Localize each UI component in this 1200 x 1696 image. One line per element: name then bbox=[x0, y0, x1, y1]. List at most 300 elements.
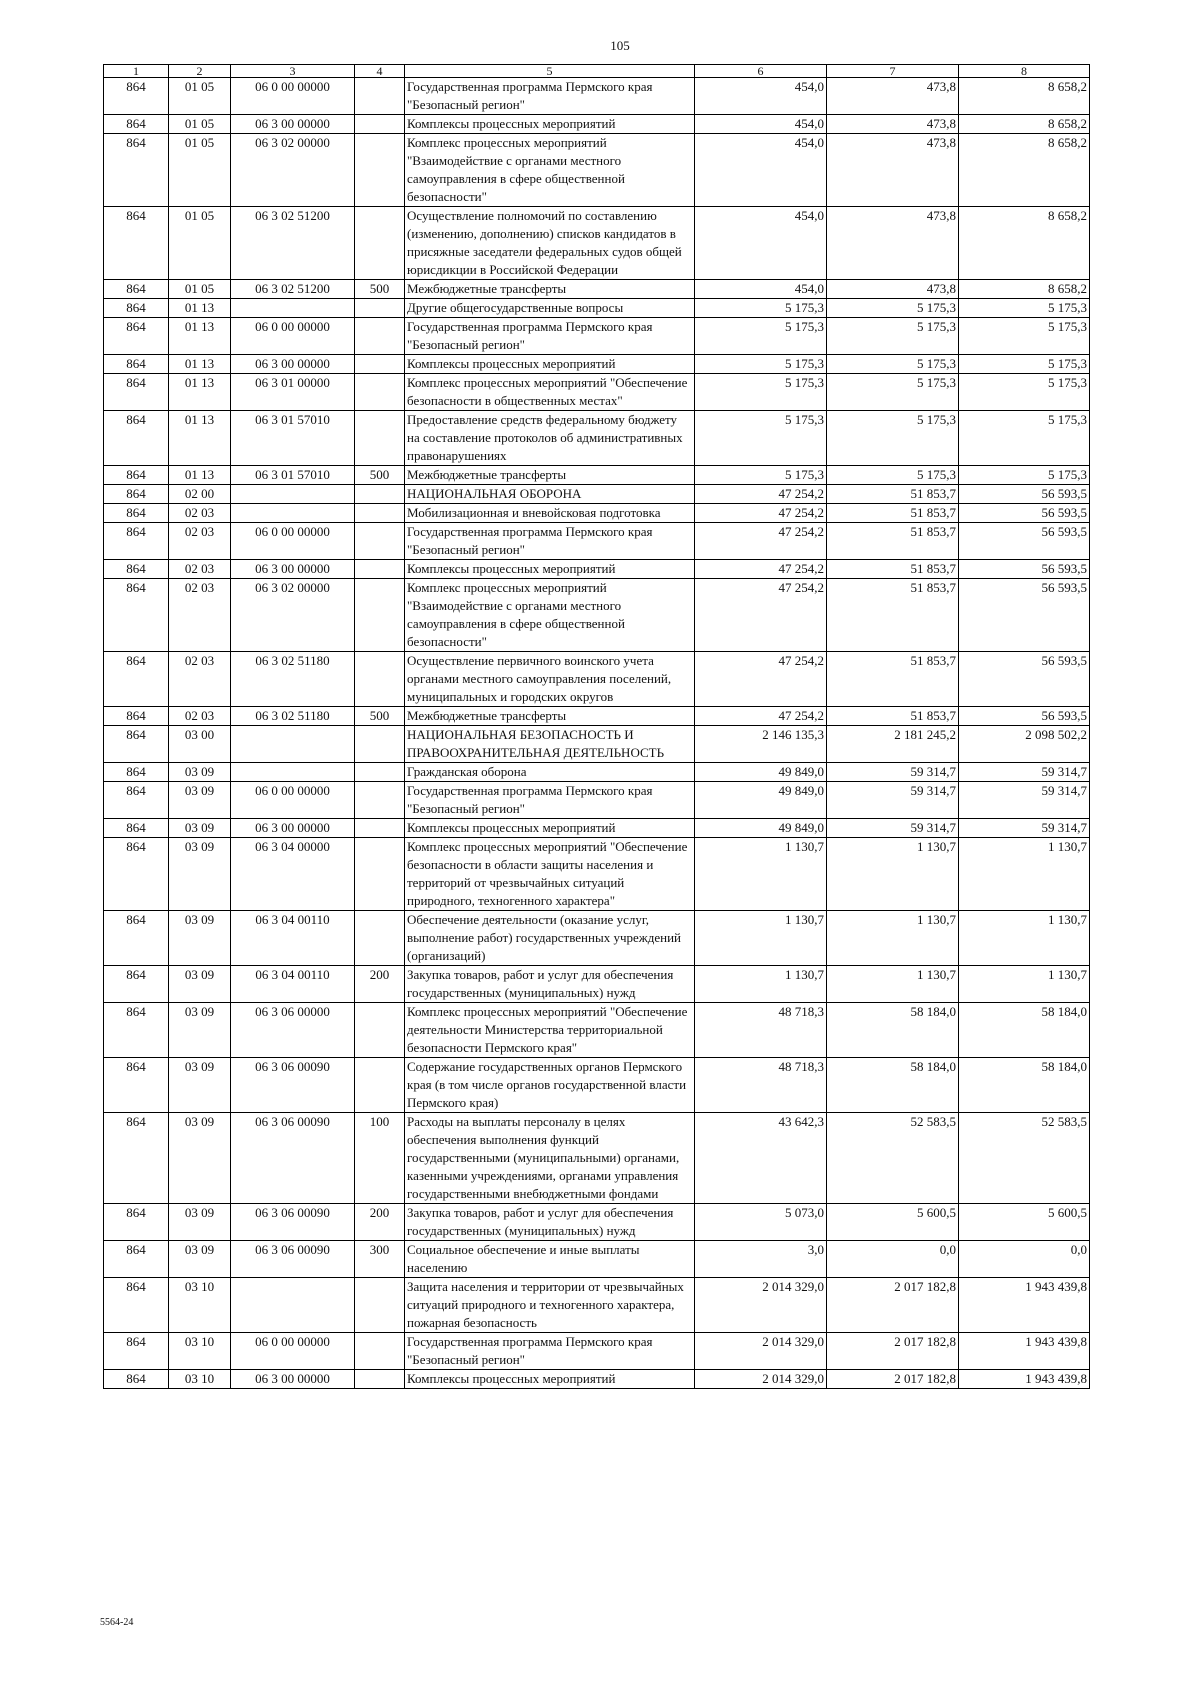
table-row bbox=[104, 1333, 1090, 1370]
cell-target-code bbox=[231, 299, 355, 318]
cell-amount-year2: 5 175,3 bbox=[827, 318, 959, 355]
cell-section-code: 03 10 bbox=[169, 1278, 231, 1333]
cell-expense-type bbox=[355, 207, 405, 280]
cell-amount-year2: 1 130,7 bbox=[827, 911, 959, 966]
cell-admin-code: 864 bbox=[104, 207, 169, 280]
cell-admin-code: 864 bbox=[104, 1333, 169, 1370]
cell-name: Комплексы процессных мероприятий bbox=[405, 355, 695, 374]
cell-expense-type: 500 bbox=[355, 707, 405, 726]
cell-amount-year1: 454,0 bbox=[695, 78, 827, 115]
cell-amount-year3: 1 130,7 bbox=[959, 966, 1090, 1003]
cell-amount-year2: 51 853,7 bbox=[827, 707, 959, 726]
cell-name: Предоставление средств федеральному бюджету на составление протоколов об административных правонарушениях bbox=[405, 411, 695, 466]
cell-amount-year2: 2 017 182,8 bbox=[827, 1333, 959, 1370]
cell-expense-type bbox=[355, 411, 405, 466]
cell-amount-year1: 48 718,3 bbox=[695, 1058, 827, 1113]
cell-admin-code: 864 bbox=[104, 966, 169, 1003]
cell-section-code: 01 13 bbox=[169, 299, 231, 318]
cell-amount-year1: 1 130,7 bbox=[695, 966, 827, 1003]
cell-section-code: 03 09 bbox=[169, 819, 231, 838]
cell-amount-year3: 5 600,5 bbox=[959, 1204, 1090, 1241]
cell-expense-type bbox=[355, 1003, 405, 1058]
cell-name: Межбюджетные трансферты bbox=[405, 707, 695, 726]
cell-amount-year1: 454,0 bbox=[695, 115, 827, 134]
table-row bbox=[104, 523, 1090, 560]
table-row bbox=[104, 838, 1090, 911]
cell-admin-code: 864 bbox=[104, 1278, 169, 1333]
header-cell: 4 bbox=[355, 65, 405, 78]
cell-expense-type bbox=[355, 911, 405, 966]
cell-target-code: 06 3 00 00000 bbox=[231, 560, 355, 579]
cell-amount-year3: 56 593,5 bbox=[959, 579, 1090, 652]
cell-amount-year2: 59 314,7 bbox=[827, 782, 959, 819]
cell-name: Комплекс процессных мероприятий "Обеспечение безопасности в общественных местах" bbox=[405, 374, 695, 411]
cell-admin-code: 864 bbox=[104, 579, 169, 652]
cell-amount-year2: 0,0 bbox=[827, 1241, 959, 1278]
cell-amount-year1: 1 130,7 bbox=[695, 911, 827, 966]
cell-target-code bbox=[231, 726, 355, 763]
cell-admin-code: 864 bbox=[104, 1370, 169, 1389]
cell-amount-year3: 58 184,0 bbox=[959, 1003, 1090, 1058]
cell-amount-year2: 1 130,7 bbox=[827, 966, 959, 1003]
cell-section-code: 02 03 bbox=[169, 652, 231, 707]
table-row bbox=[104, 1113, 1090, 1204]
cell-section-code: 03 09 bbox=[169, 1113, 231, 1204]
table-row bbox=[104, 652, 1090, 707]
cell-section-code: 03 09 bbox=[169, 966, 231, 1003]
cell-name: Гражданская оборона bbox=[405, 763, 695, 782]
cell-amount-year2: 5 175,3 bbox=[827, 299, 959, 318]
cell-amount-year1: 5 175,3 bbox=[695, 299, 827, 318]
cell-amount-year1: 5 175,3 bbox=[695, 318, 827, 355]
cell-name: Государственная программа Пермского края "Безопасный регион" bbox=[405, 523, 695, 560]
cell-section-code: 03 00 bbox=[169, 726, 231, 763]
cell-amount-year2: 5 600,5 bbox=[827, 1204, 959, 1241]
cell-expense-type: 300 bbox=[355, 1241, 405, 1278]
cell-admin-code: 864 bbox=[104, 782, 169, 819]
cell-admin-code: 864 bbox=[104, 280, 169, 299]
cell-name: Комплексы процессных мероприятий bbox=[405, 819, 695, 838]
cell-admin-code: 864 bbox=[104, 504, 169, 523]
cell-section-code: 01 05 bbox=[169, 280, 231, 299]
header-cell: 3 bbox=[231, 65, 355, 78]
cell-admin-code: 864 bbox=[104, 466, 169, 485]
cell-amount-year2: 5 175,3 bbox=[827, 355, 959, 374]
table-row bbox=[104, 485, 1090, 504]
cell-amount-year3: 59 314,7 bbox=[959, 763, 1090, 782]
cell-amount-year3: 0,0 bbox=[959, 1241, 1090, 1278]
cell-admin-code: 864 bbox=[104, 1113, 169, 1204]
cell-name: Защита населения и территории от чрезвычайных ситуаций природного и техногенного характера, пожарная безопасность bbox=[405, 1278, 695, 1333]
cell-name: Содержание государственных органов Пермского края (в том числе органов государственной власти Пермского края) bbox=[405, 1058, 695, 1113]
cell-admin-code: 864 bbox=[104, 1003, 169, 1058]
cell-name: Мобилизационная и вневойсковая подготовка bbox=[405, 504, 695, 523]
cell-expense-type bbox=[355, 560, 405, 579]
cell-amount-year2: 1 130,7 bbox=[827, 838, 959, 911]
cell-amount-year1: 1 130,7 bbox=[695, 838, 827, 911]
cell-expense-type bbox=[355, 134, 405, 207]
cell-admin-code: 864 bbox=[104, 318, 169, 355]
cell-target-code: 06 0 00 00000 bbox=[231, 78, 355, 115]
cell-amount-year3: 52 583,5 bbox=[959, 1113, 1090, 1204]
cell-amount-year3: 56 593,5 bbox=[959, 523, 1090, 560]
cell-amount-year2: 5 175,3 bbox=[827, 411, 959, 466]
table-row bbox=[104, 318, 1090, 355]
table-row bbox=[104, 374, 1090, 411]
cell-name: Комплекс процессных мероприятий "Обеспечение деятельности Министерства территориальной безопасности Пермского края" bbox=[405, 1003, 695, 1058]
cell-amount-year1: 2 146 135,3 bbox=[695, 726, 827, 763]
cell-section-code: 01 05 bbox=[169, 134, 231, 207]
cell-admin-code: 864 bbox=[104, 652, 169, 707]
cell-name: Обеспечение деятельности (оказание услуг, выполнение работ) государственных учреждений (организаций) bbox=[405, 911, 695, 966]
cell-expense-type bbox=[355, 355, 405, 374]
cell-section-code: 02 03 bbox=[169, 579, 231, 652]
cell-name: Комплекс процессных мероприятий "Обеспечение безопасности в области защиты населения и территорий от чрезвычайных ситуаций природного, техногенного характера" bbox=[405, 838, 695, 911]
table-row bbox=[104, 504, 1090, 523]
cell-section-code: 03 10 bbox=[169, 1333, 231, 1370]
cell-amount-year1: 5 175,3 bbox=[695, 466, 827, 485]
cell-amount-year3: 1 130,7 bbox=[959, 911, 1090, 966]
cell-expense-type bbox=[355, 78, 405, 115]
cell-target-code: 06 0 00 00000 bbox=[231, 1333, 355, 1370]
cell-section-code: 01 05 bbox=[169, 207, 231, 280]
cell-target-code bbox=[231, 763, 355, 782]
cell-amount-year3: 59 314,7 bbox=[959, 782, 1090, 819]
cell-target-code bbox=[231, 1278, 355, 1333]
cell-amount-year3: 56 593,5 bbox=[959, 652, 1090, 707]
cell-admin-code: 864 bbox=[104, 707, 169, 726]
cell-section-code: 02 03 bbox=[169, 560, 231, 579]
cell-admin-code: 864 bbox=[104, 355, 169, 374]
cell-amount-year1: 43 642,3 bbox=[695, 1113, 827, 1204]
cell-target-code: 06 3 04 00000 bbox=[231, 838, 355, 911]
cell-expense-type bbox=[355, 504, 405, 523]
cell-amount-year2: 51 853,7 bbox=[827, 652, 959, 707]
cell-name: Государственная программа Пермского края "Безопасный регион" bbox=[405, 78, 695, 115]
cell-admin-code: 864 bbox=[104, 299, 169, 318]
table-row bbox=[104, 355, 1090, 374]
cell-expense-type: 500 bbox=[355, 280, 405, 299]
table-row bbox=[104, 819, 1090, 838]
cell-name: Комплекс процессных мероприятий "Взаимодействие с органами местного самоуправления в сфере общественной безопасности" bbox=[405, 134, 695, 207]
cell-expense-type bbox=[355, 579, 405, 652]
cell-amount-year1: 49 849,0 bbox=[695, 819, 827, 838]
cell-target-code: 06 0 00 00000 bbox=[231, 782, 355, 819]
cell-amount-year1: 2 014 329,0 bbox=[695, 1333, 827, 1370]
cell-target-code: 06 0 00 00000 bbox=[231, 523, 355, 560]
cell-expense-type bbox=[355, 838, 405, 911]
cell-name: Государственная программа Пермского края "Безопасный регион" bbox=[405, 318, 695, 355]
cell-amount-year2: 59 314,7 bbox=[827, 763, 959, 782]
table-row bbox=[104, 1003, 1090, 1058]
cell-admin-code: 864 bbox=[104, 78, 169, 115]
cell-section-code: 03 09 bbox=[169, 1204, 231, 1241]
cell-amount-year2: 473,8 bbox=[827, 280, 959, 299]
table-row bbox=[104, 707, 1090, 726]
cell-expense-type bbox=[355, 652, 405, 707]
table-row bbox=[104, 966, 1090, 1003]
header-row bbox=[104, 65, 1090, 78]
cell-amount-year3: 58 184,0 bbox=[959, 1058, 1090, 1113]
cell-amount-year1: 47 254,2 bbox=[695, 560, 827, 579]
cell-amount-year1: 48 718,3 bbox=[695, 1003, 827, 1058]
cell-expense-type bbox=[355, 782, 405, 819]
header-cell: 1 bbox=[104, 65, 169, 78]
cell-name: Осуществление полномочий по составлению (изменению, дополнению) списков кандидатов в присяжные заседатели федеральных судов общей юрисдикции в Российской Федерации bbox=[405, 207, 695, 280]
cell-amount-year3: 5 175,3 bbox=[959, 355, 1090, 374]
cell-name: Государственная программа Пермского края "Безопасный регион" bbox=[405, 782, 695, 819]
cell-expense-type bbox=[355, 115, 405, 134]
cell-name: Закупка товаров, работ и услуг для обеспечения государственных (муниципальных) нужд bbox=[405, 966, 695, 1003]
cell-section-code: 01 13 bbox=[169, 466, 231, 485]
cell-target-code: 06 3 01 57010 bbox=[231, 466, 355, 485]
cell-target-code: 06 3 04 00110 bbox=[231, 966, 355, 1003]
cell-section-code: 03 09 bbox=[169, 1241, 231, 1278]
cell-section-code: 03 09 bbox=[169, 1058, 231, 1113]
cell-name: Закупка товаров, работ и услуг для обеспечения государственных (муниципальных) нужд bbox=[405, 1204, 695, 1241]
cell-amount-year3: 8 658,2 bbox=[959, 78, 1090, 115]
cell-amount-year2: 51 853,7 bbox=[827, 485, 959, 504]
table-row bbox=[104, 911, 1090, 966]
cell-amount-year3: 1 943 439,8 bbox=[959, 1333, 1090, 1370]
header-cell: 6 bbox=[695, 65, 827, 78]
table-row bbox=[104, 579, 1090, 652]
cell-target-code: 06 3 00 00000 bbox=[231, 1370, 355, 1389]
cell-target-code: 06 3 01 57010 bbox=[231, 411, 355, 466]
cell-amount-year2: 51 853,7 bbox=[827, 523, 959, 560]
cell-amount-year1: 2 014 329,0 bbox=[695, 1278, 827, 1333]
cell-target-code: 06 3 02 51200 bbox=[231, 280, 355, 299]
cell-admin-code: 864 bbox=[104, 374, 169, 411]
cell-expense-type bbox=[355, 374, 405, 411]
table-row bbox=[104, 763, 1090, 782]
cell-section-code: 01 05 bbox=[169, 78, 231, 115]
cell-section-code: 02 00 bbox=[169, 485, 231, 504]
cell-target-code: 06 3 00 00000 bbox=[231, 819, 355, 838]
cell-admin-code: 864 bbox=[104, 1241, 169, 1278]
cell-target-code: 06 3 06 00090 bbox=[231, 1113, 355, 1204]
cell-amount-year2: 58 184,0 bbox=[827, 1058, 959, 1113]
cell-expense-type bbox=[355, 1370, 405, 1389]
cell-expense-type bbox=[355, 726, 405, 763]
cell-amount-year3: 5 175,3 bbox=[959, 374, 1090, 411]
cell-amount-year1: 47 254,2 bbox=[695, 652, 827, 707]
cell-amount-year3: 8 658,2 bbox=[959, 115, 1090, 134]
table-row bbox=[104, 1370, 1090, 1389]
cell-expense-type bbox=[355, 819, 405, 838]
cell-name: Межбюджетные трансферты bbox=[405, 466, 695, 485]
cell-name: НАЦИОНАЛЬНАЯ БЕЗОПАСНОСТЬ И ПРАВООХРАНИТЕЛЬНАЯ ДЕЯТЕЛЬНОСТЬ bbox=[405, 726, 695, 763]
cell-expense-type bbox=[355, 299, 405, 318]
cell-section-code: 01 13 bbox=[169, 318, 231, 355]
budget-table bbox=[103, 64, 1090, 1389]
cell-amount-year2: 473,8 bbox=[827, 115, 959, 134]
cell-section-code: 03 09 bbox=[169, 911, 231, 966]
cell-amount-year1: 454,0 bbox=[695, 280, 827, 299]
cell-amount-year1: 5 073,0 bbox=[695, 1204, 827, 1241]
cell-section-code: 03 09 bbox=[169, 763, 231, 782]
table-row bbox=[104, 1204, 1090, 1241]
cell-target-code: 06 3 01 00000 bbox=[231, 374, 355, 411]
cell-amount-year3: 8 658,2 bbox=[959, 134, 1090, 207]
cell-target-code: 06 3 02 51180 bbox=[231, 707, 355, 726]
table-row bbox=[104, 280, 1090, 299]
cell-admin-code: 864 bbox=[104, 411, 169, 466]
cell-name: Межбюджетные трансферты bbox=[405, 280, 695, 299]
cell-amount-year3: 59 314,7 bbox=[959, 819, 1090, 838]
cell-section-code: 03 09 bbox=[169, 838, 231, 911]
cell-amount-year1: 47 254,2 bbox=[695, 707, 827, 726]
cell-name: Социальное обеспечение и иные выплаты населению bbox=[405, 1241, 695, 1278]
cell-expense-type bbox=[355, 1058, 405, 1113]
cell-amount-year2: 51 853,7 bbox=[827, 504, 959, 523]
header-cell: 2 bbox=[169, 65, 231, 78]
cell-section-code: 01 13 bbox=[169, 355, 231, 374]
cell-target-code: 06 3 06 00090 bbox=[231, 1204, 355, 1241]
cell-amount-year1: 5 175,3 bbox=[695, 355, 827, 374]
cell-admin-code: 864 bbox=[104, 134, 169, 207]
cell-name: Осуществление первичного воинского учета органами местного самоуправления поселений, муниципальных и городских округов bbox=[405, 652, 695, 707]
cell-admin-code: 864 bbox=[104, 523, 169, 560]
cell-target-code: 06 3 02 51200 bbox=[231, 207, 355, 280]
table-row bbox=[104, 466, 1090, 485]
cell-amount-year1: 47 254,2 bbox=[695, 485, 827, 504]
cell-amount-year1: 454,0 bbox=[695, 207, 827, 280]
cell-expense-type: 100 bbox=[355, 1113, 405, 1204]
header-cell: 7 bbox=[827, 65, 959, 78]
cell-amount-year2: 5 175,3 bbox=[827, 466, 959, 485]
cell-amount-year3: 5 175,3 bbox=[959, 299, 1090, 318]
cell-amount-year2: 2 017 182,8 bbox=[827, 1370, 959, 1389]
cell-amount-year3: 5 175,3 bbox=[959, 318, 1090, 355]
cell-amount-year2: 51 853,7 bbox=[827, 560, 959, 579]
table-row bbox=[104, 782, 1090, 819]
cell-amount-year1: 2 014 329,0 bbox=[695, 1370, 827, 1389]
cell-amount-year2: 51 853,7 bbox=[827, 579, 959, 652]
cell-amount-year1: 49 849,0 bbox=[695, 782, 827, 819]
cell-name: Государственная программа Пермского края "Безопасный регион" bbox=[405, 1333, 695, 1370]
cell-amount-year1: 454,0 bbox=[695, 134, 827, 207]
cell-amount-year3: 8 658,2 bbox=[959, 207, 1090, 280]
cell-amount-year3: 1 130,7 bbox=[959, 838, 1090, 911]
table-row bbox=[104, 299, 1090, 318]
cell-amount-year1: 49 849,0 bbox=[695, 763, 827, 782]
page-number: 105 bbox=[610, 38, 630, 53]
cell-expense-type bbox=[355, 485, 405, 504]
table-row bbox=[104, 560, 1090, 579]
cell-name: Комплексы процессных мероприятий bbox=[405, 560, 695, 579]
cell-amount-year3: 5 175,3 bbox=[959, 466, 1090, 485]
cell-section-code: 02 03 bbox=[169, 707, 231, 726]
table-row bbox=[104, 726, 1090, 763]
cell-target-code: 06 3 06 00090 bbox=[231, 1241, 355, 1278]
cell-expense-type bbox=[355, 523, 405, 560]
cell-expense-type: 200 bbox=[355, 966, 405, 1003]
cell-expense-type: 500 bbox=[355, 466, 405, 485]
cell-amount-year1: 5 175,3 bbox=[695, 411, 827, 466]
cell-admin-code: 864 bbox=[104, 560, 169, 579]
cell-target-code: 06 3 06 00090 bbox=[231, 1058, 355, 1113]
cell-name: Комплексы процессных мероприятий bbox=[405, 1370, 695, 1389]
cell-amount-year2: 52 583,5 bbox=[827, 1113, 959, 1204]
cell-amount-year3: 1 943 439,8 bbox=[959, 1278, 1090, 1333]
cell-amount-year2: 473,8 bbox=[827, 78, 959, 115]
cell-section-code: 01 13 bbox=[169, 374, 231, 411]
table-row bbox=[104, 1278, 1090, 1333]
cell-section-code: 03 09 bbox=[169, 782, 231, 819]
cell-amount-year3: 56 593,5 bbox=[959, 707, 1090, 726]
cell-target-code: 06 3 06 00000 bbox=[231, 1003, 355, 1058]
cell-admin-code: 864 bbox=[104, 485, 169, 504]
header-cell: 8 bbox=[959, 65, 1090, 78]
cell-amount-year2: 58 184,0 bbox=[827, 1003, 959, 1058]
cell-amount-year1: 5 175,3 bbox=[695, 374, 827, 411]
cell-amount-year2: 473,8 bbox=[827, 207, 959, 280]
table-row bbox=[104, 207, 1090, 280]
cell-name: Комплекс процессных мероприятий "Взаимодействие с органами местного самоуправления в сфере общественной безопасности" bbox=[405, 579, 695, 652]
cell-amount-year2: 59 314,7 bbox=[827, 819, 959, 838]
cell-admin-code: 864 bbox=[104, 115, 169, 134]
cell-amount-year1: 47 254,2 bbox=[695, 523, 827, 560]
cell-admin-code: 864 bbox=[104, 1058, 169, 1113]
cell-expense-type bbox=[355, 318, 405, 355]
cell-target-code bbox=[231, 485, 355, 504]
cell-section-code: 01 05 bbox=[169, 115, 231, 134]
table-row bbox=[104, 411, 1090, 466]
cell-admin-code: 864 bbox=[104, 911, 169, 966]
cell-amount-year3: 56 593,5 bbox=[959, 560, 1090, 579]
cell-amount-year1: 47 254,2 bbox=[695, 579, 827, 652]
cell-amount-year3: 56 593,5 bbox=[959, 504, 1090, 523]
cell-amount-year3: 5 175,3 bbox=[959, 411, 1090, 466]
cell-name: НАЦИОНАЛЬНАЯ ОБОРОНА bbox=[405, 485, 695, 504]
cell-amount-year2: 2 017 182,8 bbox=[827, 1278, 959, 1333]
table-row bbox=[104, 115, 1090, 134]
cell-target-code: 06 0 00 00000 bbox=[231, 318, 355, 355]
cell-amount-year3: 56 593,5 bbox=[959, 485, 1090, 504]
cell-target-code bbox=[231, 504, 355, 523]
cell-admin-code: 864 bbox=[104, 763, 169, 782]
header-cell: 5 bbox=[405, 65, 695, 78]
footer-code: 5564-24 bbox=[100, 1617, 134, 1628]
cell-admin-code: 864 bbox=[104, 819, 169, 838]
cell-target-code: 06 3 02 00000 bbox=[231, 579, 355, 652]
cell-target-code: 06 3 00 00000 bbox=[231, 115, 355, 134]
cell-name: Комплексы процессных мероприятий bbox=[405, 115, 695, 134]
table-row bbox=[104, 78, 1090, 115]
cell-target-code: 06 3 02 51180 bbox=[231, 652, 355, 707]
cell-expense-type bbox=[355, 763, 405, 782]
cell-name: Расходы на выплаты персоналу в целях обеспечения выполнения функций государственными (муниципальными) органами, казенными учреждениями, органами управления государственными внебюджетными фондами bbox=[405, 1113, 695, 1204]
cell-expense-type bbox=[355, 1333, 405, 1370]
table-row bbox=[104, 1058, 1090, 1113]
cell-section-code: 02 03 bbox=[169, 504, 231, 523]
cell-target-code: 06 3 04 00110 bbox=[231, 911, 355, 966]
table-body bbox=[104, 78, 1090, 1389]
cell-expense-type: 200 bbox=[355, 1204, 405, 1241]
cell-section-code: 03 09 bbox=[169, 1003, 231, 1058]
table-row bbox=[104, 134, 1090, 207]
cell-name: Другие общегосударственные вопросы bbox=[405, 299, 695, 318]
cell-section-code: 03 10 bbox=[169, 1370, 231, 1389]
cell-amount-year2: 473,8 bbox=[827, 134, 959, 207]
cell-section-code: 01 13 bbox=[169, 411, 231, 466]
cell-amount-year1: 47 254,2 bbox=[695, 504, 827, 523]
cell-admin-code: 864 bbox=[104, 1204, 169, 1241]
cell-expense-type bbox=[355, 1278, 405, 1333]
cell-target-code: 06 3 00 00000 bbox=[231, 355, 355, 374]
cell-target-code: 06 3 02 00000 bbox=[231, 134, 355, 207]
